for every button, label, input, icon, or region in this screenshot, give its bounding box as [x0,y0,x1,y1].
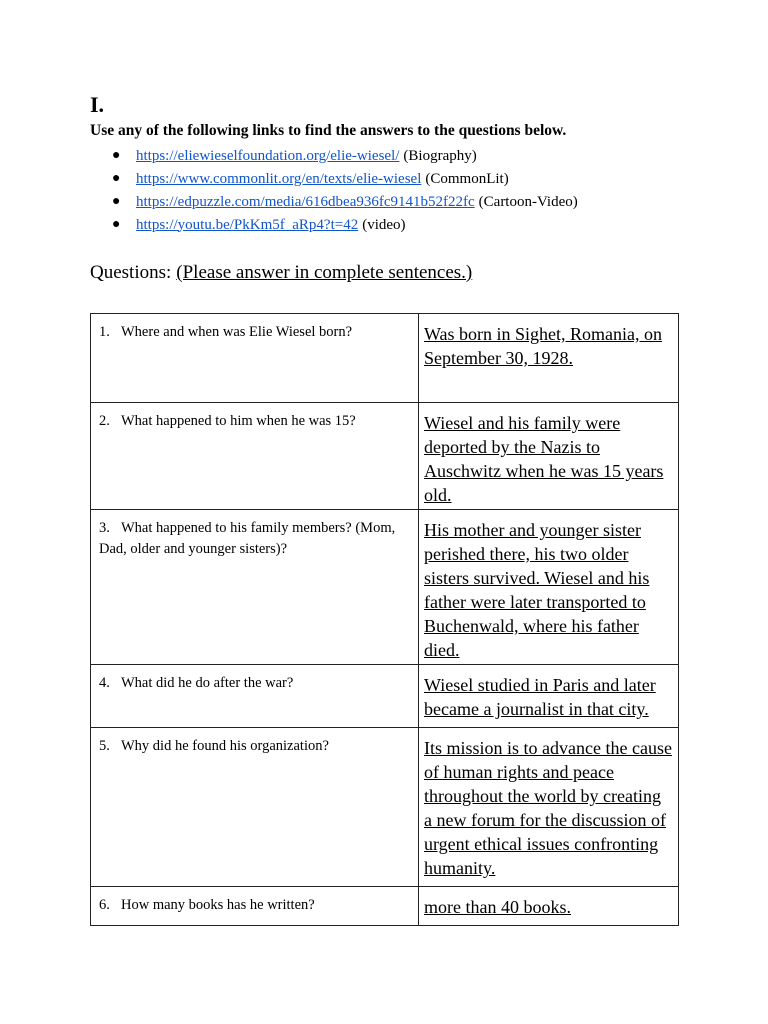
question-number: 1. [99,324,110,340]
questions-note: (Please answer in complete sentences.) [176,262,473,283]
question-cell [91,403,419,510]
bullet-icon: ● [112,193,121,209]
qa-table [90,313,679,926]
answer-cell[interactable]: Was born in Sighet, Romania, on September 30, 1928. [419,314,679,403]
bullet-icon: ● [112,216,121,232]
table-row [91,314,679,403]
table-row [91,887,679,926]
list-item [112,190,578,213]
link-note: (Biography) [403,147,477,164]
list-item [112,213,578,236]
question-number: 4. [99,675,110,691]
link-note: (Cartoon-Video) [478,193,578,210]
youtube-link[interactable]: https://youtu.be/PkKm5f_aRp4?t=42 [136,216,359,233]
instructions-text: Use any of the following links to find the answers to the questions below. [90,122,567,139]
question-text: How many books has he written? [121,897,315,913]
question-number: 2. [99,413,110,429]
answer-cell[interactable]: Wiesel and his family were deported by the Nazis to Auschwitz when he was 15 years old. [419,403,679,510]
question-text: Where and when was Elie Wiesel born? [121,324,353,340]
table-row [91,510,679,665]
question-cell [91,728,419,887]
question-text: What happened to his family members? (Mom, Dad, older and younger sisters)? [99,520,396,557]
answer-cell[interactable]: Its mission is to advance the cause of human rights and peace throughout the world by creating a new forum for the discussion of urgent ethical issues confronting humanity. [419,728,679,887]
bullet-icon: ● [112,147,121,163]
question-number: 3. [99,520,110,536]
edpuzzle-link[interactable]: https://edpuzzle.com/media/616dbea936fc9141b52f22fc [136,193,475,210]
list-item [112,144,578,167]
answer-cell[interactable]: His mother and younger sister perished there, his two older sisters survived. Wiesel and his father were later transported to Buchenwald, where his father died. [419,510,679,665]
question-text: Why did he found his organization? [121,738,329,754]
answer-cell[interactable]: more than 40 books. [419,887,679,926]
question-cell [91,314,419,403]
link-note: (CommonLit) [425,170,509,187]
answer-cell[interactable]: Wiesel studied in Paris and later became a journalist in that city. [419,665,679,728]
question-number: 6. [99,897,110,913]
section-heading: I. [90,92,105,117]
question-cell [91,887,419,926]
resource-links-list [112,144,578,236]
table-row [91,728,679,887]
question-text: What happened to him when he was 15? [121,413,356,429]
question-text: What did he do after the war? [121,675,294,691]
table-row [91,665,679,728]
question-cell [91,665,419,728]
link-note: (video) [362,216,406,233]
table-row [91,403,679,510]
commonlit-link[interactable]: https://www.commonlit.org/en/texts/elie-wiesel [136,170,422,187]
question-cell [91,510,419,665]
question-number: 5. [99,738,110,754]
list-item [112,167,578,190]
biography-link[interactable]: https://eliewieselfoundation.org/elie-wiesel/ [136,147,400,164]
bullet-icon: ● [112,170,121,186]
questions-label: Questions: [90,262,172,283]
questions-heading [90,261,472,285]
